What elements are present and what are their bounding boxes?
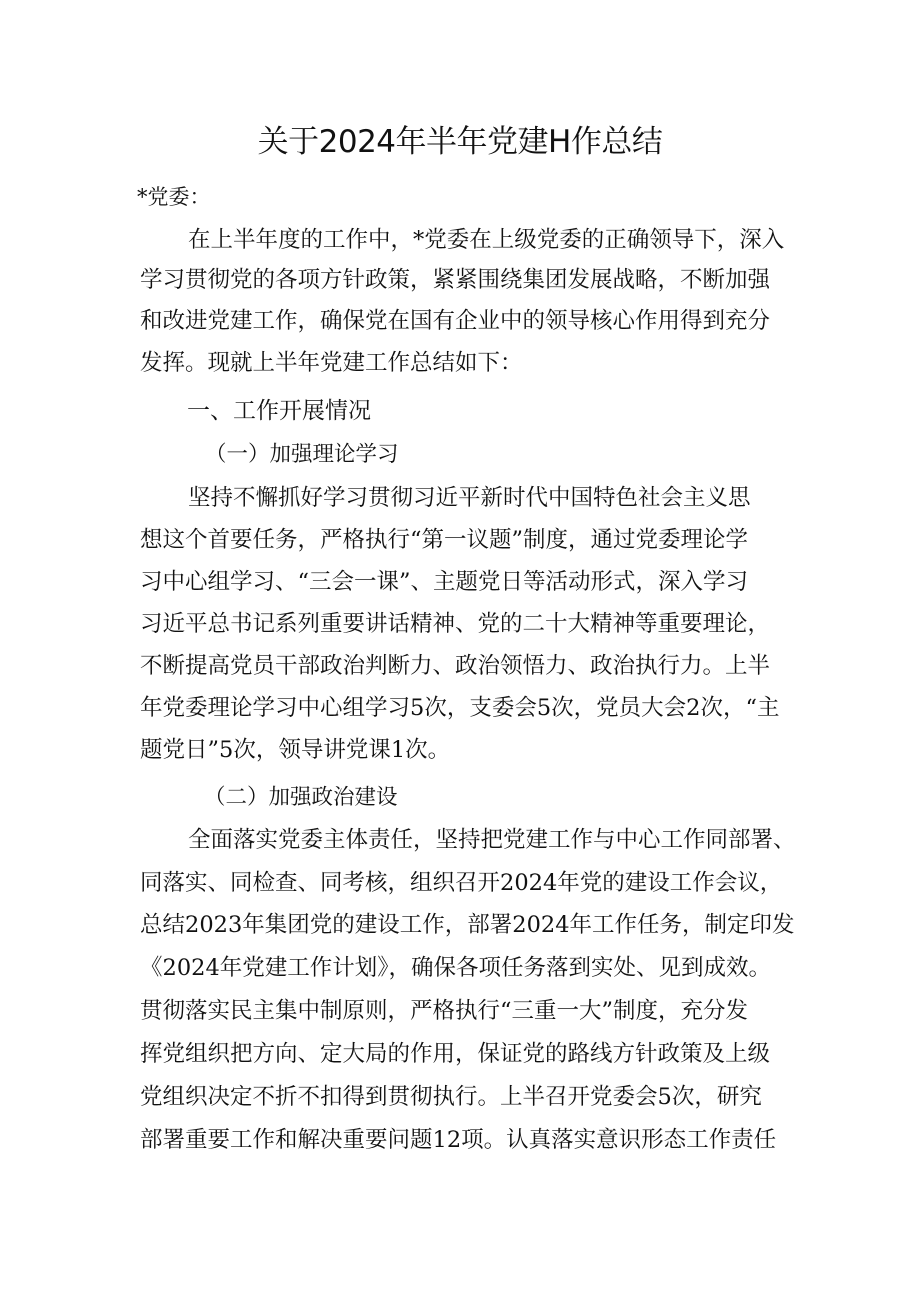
intro-line: 发挥。现就上半年党建工作总结如下： (140, 350, 523, 376)
subsection-heading: （一）加强理论学习 (205, 442, 399, 467)
paragraph-line: 习近平总书记系列重要讲话精神、党的二十大精神等重要理论， (140, 611, 771, 637)
paragraph-line: 年党委理论学习中心组学习5次，支委会5次，党员大会2次，“主 (140, 695, 780, 721)
paragraph-line: 习中心组学习、“三会一课”、主题党日等活动形式，深入学习 (140, 569, 749, 595)
paragraph-line: 贯彻落实民主集中制原则，严格执行“三重一大”制度，充分发 (140, 998, 749, 1024)
intro-line: 学习贯彻党的各项方针政策，紧紧围绕集团发展战略，不断加强 (140, 267, 771, 293)
paragraph-line: 坚持不懈抓好学习贯彻习近平新时代中国特色社会主义思 (188, 485, 751, 511)
salutation: *党委： (137, 185, 211, 209)
paragraph-line: 题党日”5次，领导讲党课1次。 (140, 737, 451, 763)
paragraph-line: 全面落实党委主体责任，坚持把党建工作与中心工作同部署、 (188, 827, 796, 853)
paragraph-line: 《2024年党建工作计划》，确保各项任务落到实处、见到成效。 (140, 955, 772, 981)
paragraph-line: 总结2023年集团党的建设工作，部署2024年工作任务，制定印发 (140, 912, 795, 938)
paragraph-line: 同落实、同检查、同考核，组织召开2024年党的建设工作会议， (140, 870, 783, 896)
intro-line: 在上半年度的工作中，*党委在上级党委的正确领导下，深入 (188, 227, 785, 253)
intro-line: 和改进党建工作，确保党在国有企业中的领导核心作用得到充分 (140, 308, 771, 334)
paragraph-line: 不断提高党员干部政治判断力、政治领悟力、政治执行力。上半 (140, 653, 771, 679)
paragraph-line: 想这个首要任务，严格执行“第一议题”制度，通过党委理论学 (140, 527, 749, 553)
paragraph-line: 党组织决定不折不扣得到贯彻执行。上半召开党委会5次，研究 (140, 1084, 762, 1110)
document-title: 关于2024年半年党建H作总结 (257, 124, 663, 160)
subsection-heading: （二）加强政治建设 (204, 785, 398, 810)
paragraph-line: 部署重要工作和解决重要问题12项。认真落实意识形态工作责任 (140, 1127, 777, 1153)
paragraph-line: 挥党组织把方向、定大局的作用，保证党的路线方针政策及上级 (140, 1041, 771, 1067)
section-heading: 一、工作开展情况 (187, 398, 371, 424)
